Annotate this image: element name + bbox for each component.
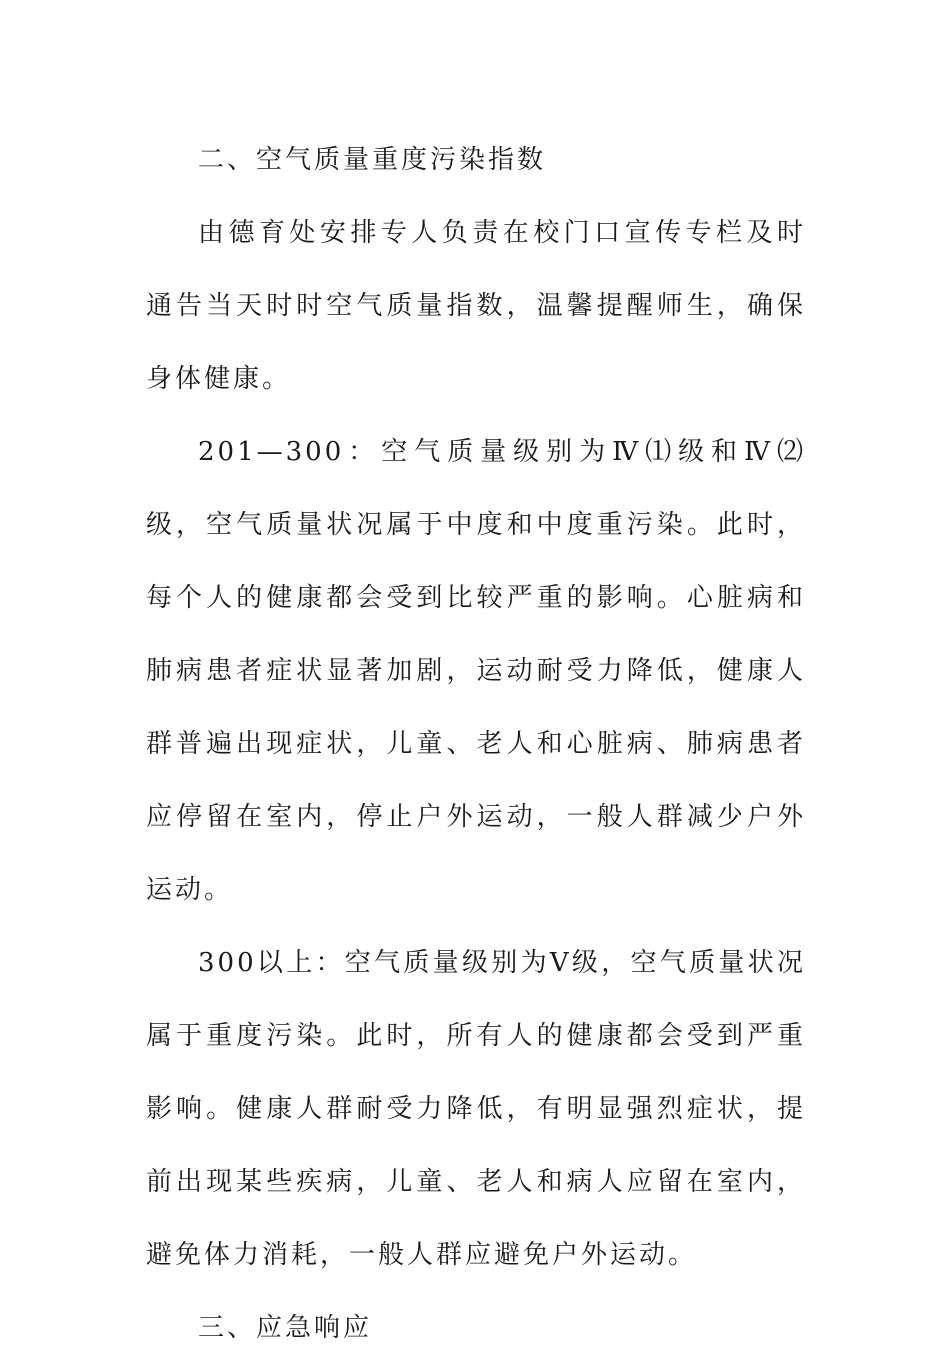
paragraph-notice: 由德育处安排专人负责在校门口宣传专栏及时通告当天时时空气质量指数，温馨提醒师生，确保身体健康。 (146, 218, 806, 394)
section-heading-3: 三、应急响应 (198, 1313, 373, 1343)
document-body (146, 124, 806, 1365)
paragraph-level-201-300: 201—300：空气质量级别为Ⅳ⑴级和Ⅳ⑵级，空气质量状况属于中度和中度重污染。此时，每个人的健康都会受到比较严重的影响。心脏病和肺病患者症状显著加剧，运动耐受力降低，健康人群普遍出现症状，儿童、老人和心脏病、肺病患者应停留在室内，停止户外运动，一般人群减少户外运动。 (146, 437, 806, 905)
paragraph-level-300-plus: 300以上：空气质量级别为Ⅴ级，空气质量状况属于重度污染。此时，所有人的健康都会受到严重影响。健康人群耐受力降低，有明显强烈症状，提前出现某些疾病，儿童、老人和病人应留在室内，避免体力消耗，一般人群应避免户外运动。 (146, 948, 806, 1270)
section-heading-2: 二、空气质量重度污染指数 (198, 145, 547, 175)
